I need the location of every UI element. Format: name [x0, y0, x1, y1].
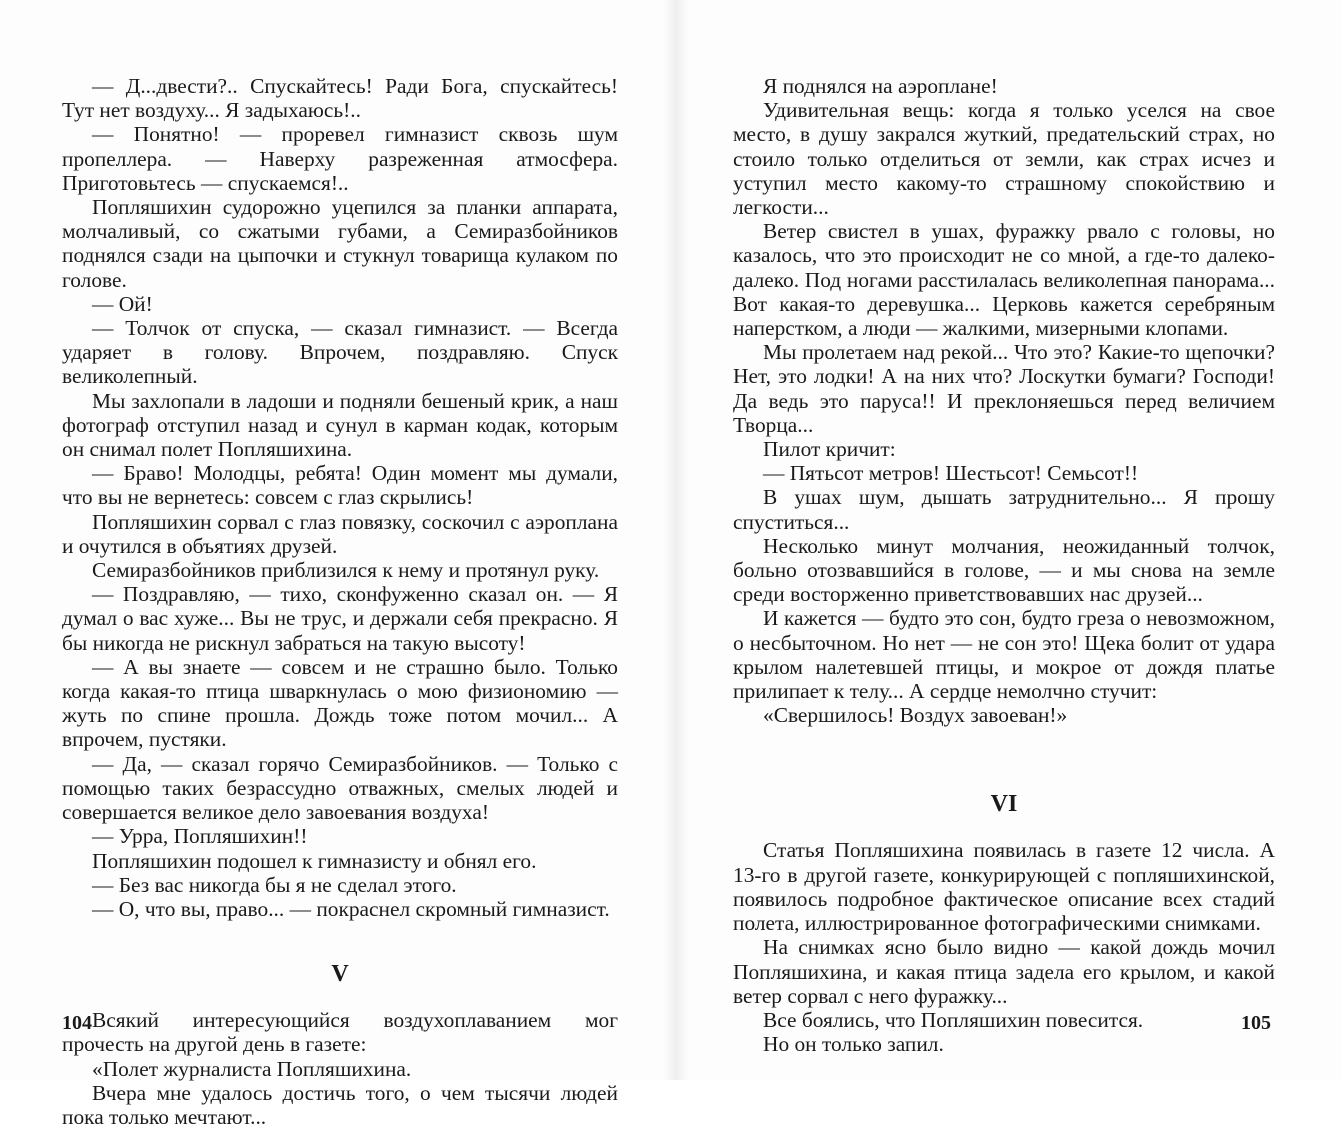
page-number: 105: [1241, 1012, 1271, 1034]
left-page: [62, 74, 618, 1129]
paragraph: Я поднялся на аэроплане!: [763, 74, 998, 98]
paragraph: — Д...двести?.. Спускайтесь! Ради Бога, спускайтесь! Тут нет воздуху... Я задыхаюсь!..: [62, 74, 618, 123]
paragraph: — Ой!: [92, 291, 153, 316]
paragraph: И кажется — будто это сон, будто греза о невозможном, о несбыточном. Но нет — не сон это! Щека болит от удара крылом налетевшей птицы, и мокрое от дождя платье прилипает к телу... А сердце немолчно стучит:: [733, 606, 1275, 704]
paragraph: — А вы знаете — совсем и не страшно было. Только когда какая-то птица шваркнулась о мою физиономию — жуть по спине прошла. Дождь тоже потом мочил... А впрочем, пустяки.: [62, 654, 618, 752]
paragraph: Ветер свистел в ушах, фуражку рвало с головы, но казалось, что это происходит не со мной, а где-то далеко-далеко. Под ногами расстилалась великолепная панорама... Вот какая-то деревушка... Церковь кажется серебряным наперстком, а люди — жалкими, мизерными клопами.: [733, 219, 1275, 341]
paragraph: На снимках ясно было видно — какой дождь мочил Попляшихина, и какая птица задела его крылом, и какой ветер сорвал с него фуражку...: [733, 935, 1275, 1008]
paragraph: Удивительная вещь: когда я только уселся на свое место, в душу закрался жуткий, предательский страх, но стоило только отделиться от земли, как страх исчез и уступил место какому-то страшному спокойствию и легкости...: [733, 98, 1275, 220]
paragraph: В ушах шум, дышать затруднительно... Я прошу спуститься...: [733, 485, 1275, 534]
paragraph: «Свершилось! Воздух завоеван!»: [763, 703, 1068, 728]
paragraph: — Поздравляю, — тихо, сконфуженно сказал он. — Я думал о вас хуже... Вы не трус, и держали себя прекрасно. Я бы никогда не рискнул забраться на такую высоту!: [62, 582, 618, 655]
paragraph: Статья Попляшихина появилась в газете 12 числа. А 13-го в другой газете, конкурирующей с попляшихинской, появилось подробное фактическое описание всех стадий полета, иллюстрированное фотографическими снимками.: [733, 838, 1275, 936]
paragraph: Несколько минут молчания, неожиданный толчок, больно отозвавшийся в голове, — и мы снова на земле среди восторженно приветствовавших нас друзей...: [733, 533, 1275, 607]
paragraph: Мы пролетаем над рекой... Что это? Какие-то щепочки? Нет, это лодки! А на них что? Лоскутки бумаги? Господи! Да ведь это паруса!! И преклоняешься перед величием Творца...: [733, 340, 1275, 437]
paragraph: — Да, — сказал горячо Семиразбойников. — Только с помощью таких безрассудно отважных, смелых людей и совершается великое дело завоевания воздуха!: [62, 751, 618, 825]
paragraph: Но он только запил.: [763, 1032, 944, 1057]
paragraph: — Понятно! — проревел гимназист сквозь шум пропеллера. — Наверху разреженная атмосфера. Приготовьтесь — спускаемся!..: [62, 122, 618, 195]
paragraph: — О, что вы, право... — покраснел скромный гимназист.: [92, 896, 610, 921]
right-page: [733, 74, 1275, 1056]
paragraph: Пилот кричит:: [763, 437, 896, 462]
paragraph: Попляшихин сорвал с глаз повязку, соскочил с аэроплана и очутился в объятиях друзей.: [62, 509, 618, 558]
paragraph: — Без вас никогда бы я не сделал этого.: [92, 872, 457, 897]
page-gutter: [664, 0, 688, 1080]
paragraph: Вчера мне удалось достичь того, о чем тысячи людей пока только мечтают...: [62, 1080, 618, 1129]
paragraph: Попляшихин подошел к гимназисту и обнял его.: [92, 848, 537, 873]
paragraph: Все боялись, что Попляшихин повесится.: [763, 1007, 1144, 1032]
paragraph: — Урра, Попляшихин!!: [92, 824, 308, 849]
paragraph: — Браво! Молодцы, ребята! Один момент мы думали, что вы не вернетесь: совсем с глаз скрылись!: [62, 461, 618, 510]
paragraph: Всякий интересующийся воздухоплаванием мог прочесть на другой день в газете:: [62, 1008, 618, 1057]
paragraph: Мы захлопали в ладоши и подняли бешеный крик, а наш фотограф отступил назад и сунул в карман кодак, которым он снимал полет Попляшихина.: [62, 388, 618, 462]
section-heading: VI: [990, 791, 1018, 818]
paragraph: — Толчок от спуска, — сказал гимназист. — Всегда ударяет в голову. Впрочем, поздравляю. Спуск великолепный.: [62, 316, 618, 389]
section-heading: V: [331, 961, 349, 988]
paragraph: Попляшихин судорожно уцепился за планки аппарата, молчаливый, со сжатыми губами, а Семиразбойников поднялся сзади на цыпочки и стукнул товарища кулаком по голове.: [62, 195, 618, 292]
paragraph: Семиразбойников приблизился к нему и протянул руку.: [92, 558, 600, 583]
paragraph: «Полет журналиста Попляшихина.: [92, 1056, 412, 1081]
paragraph: — Пятьсот метров! Шестьсот! Семьсот!!: [763, 461, 1139, 486]
page-number: 104: [62, 1012, 92, 1034]
